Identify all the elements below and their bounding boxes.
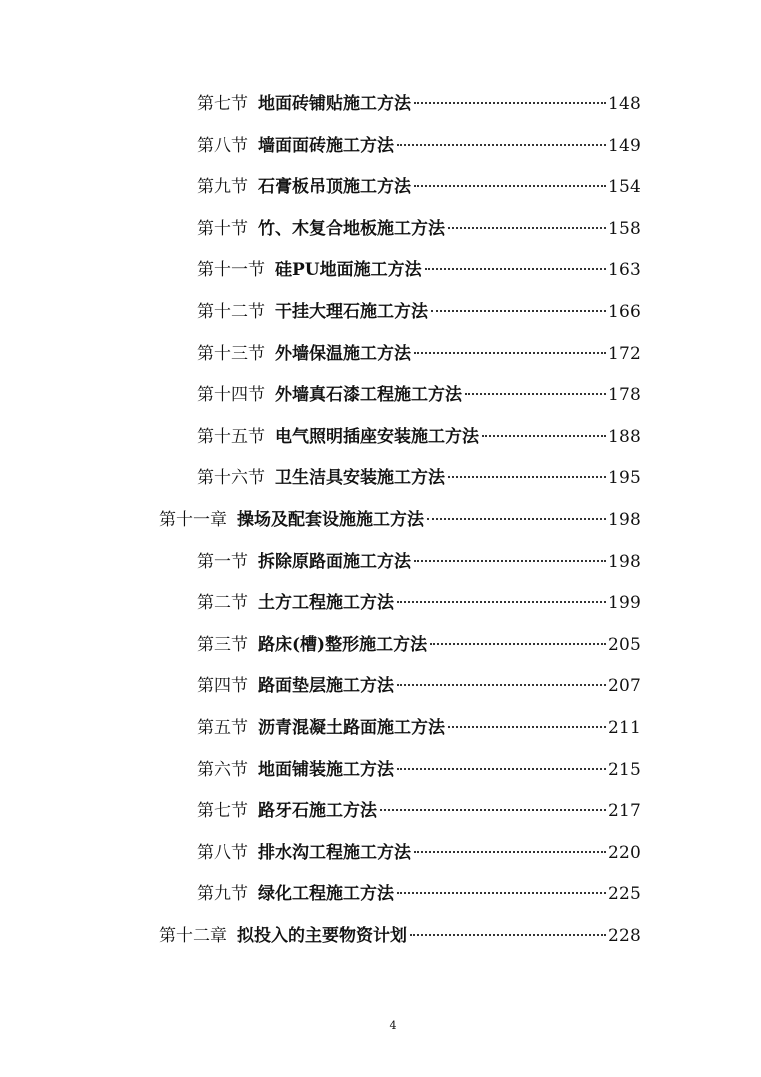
- toc-entry-number: 第十二节: [197, 302, 265, 322]
- toc-entry-number: 第七节: [197, 801, 248, 822]
- toc-entry-number: 第十二章: [159, 926, 227, 946]
- toc-entry-number: 第八节: [197, 842, 248, 863]
- toc-entry-title: 操场及配套设施施工方法: [237, 510, 424, 530]
- toc-section-entry[interactable]: [197, 588, 641, 618]
- dot-leader: [414, 185, 606, 187]
- toc-entry-page: 211: [607, 718, 641, 738]
- toc-entry-page: 149: [607, 135, 641, 156]
- toc-entry-title: 路牙石施工方法: [258, 801, 377, 822]
- toc-entry-title: 拟投入的主要物资计划: [237, 926, 407, 946]
- dot-leader: [380, 809, 606, 811]
- toc-entry-page: 178: [607, 385, 641, 406]
- toc-section-entry[interactable]: [197, 172, 641, 202]
- dot-leader: [414, 851, 606, 853]
- dot-leader: [414, 102, 606, 104]
- toc-entry-page: 198: [607, 551, 641, 572]
- toc-section-entry[interactable]: [197, 463, 641, 493]
- toc-entry-title: 土方工程施工方法: [258, 593, 394, 614]
- toc-entry-page: 225: [607, 884, 641, 905]
- toc-entry-title: 干挂大理石施工方法: [275, 302, 428, 322]
- dot-leader: [465, 393, 606, 395]
- toc-entry-page: 228: [607, 926, 641, 946]
- toc-section-entry[interactable]: [197, 89, 641, 119]
- toc-entry-title: 沥青混凝土路面施工方法: [258, 718, 445, 738]
- toc-chapter-entry[interactable]: [159, 921, 641, 951]
- toc-entry-title: 排水沟工程施工方法: [258, 842, 411, 863]
- toc-section-entry[interactable]: [197, 131, 641, 161]
- toc-entry-page: 205: [607, 634, 641, 655]
- toc-section-entry[interactable]: [197, 214, 641, 244]
- dot-leader: [397, 684, 606, 686]
- dot-leader: [430, 643, 606, 645]
- toc-entry-page: 163: [607, 260, 641, 281]
- toc-entry-title: 拆除原路面施工方法: [258, 551, 411, 572]
- dot-leader: [448, 726, 606, 728]
- toc-entry-page: 166: [607, 302, 641, 322]
- toc-entry-number: 第四节: [197, 676, 248, 697]
- toc-entry-page: 148: [607, 94, 641, 114]
- toc-entry-page: 199: [607, 593, 641, 614]
- toc-entry-page: 195: [607, 468, 641, 489]
- toc-entry-page: 188: [607, 426, 641, 447]
- dot-leader: [414, 560, 606, 562]
- dot-leader: [482, 435, 606, 437]
- dot-leader: [397, 768, 606, 770]
- toc-entry-title: 绿化工程施工方法: [258, 884, 394, 905]
- toc-entry-number: 第五节: [197, 718, 248, 738]
- toc-entry-title: 路面垫层施工方法: [258, 676, 394, 697]
- dot-leader: [410, 934, 606, 936]
- dot-leader: [397, 601, 606, 603]
- toc-entry-number: 第十六节: [197, 468, 265, 489]
- toc-entry-number: 第十节: [197, 218, 248, 239]
- toc-entry-number: 第十四节: [197, 385, 265, 406]
- toc-section-entry[interactable]: [197, 671, 641, 701]
- toc-section-entry[interactable]: [197, 755, 641, 785]
- toc-entry-number: 第一节: [197, 551, 248, 572]
- toc-entry-page: 172: [607, 343, 641, 364]
- toc-entry-number: 第九节: [197, 884, 248, 905]
- toc-entry-number: 第九节: [197, 177, 248, 198]
- dot-leader: [427, 518, 606, 520]
- toc-entry-title: 外墙真石漆工程施工方法: [275, 385, 462, 406]
- toc-section-entry[interactable]: [197, 380, 641, 410]
- toc-chapter-entry[interactable]: [159, 505, 641, 535]
- toc-entry-title: 路床(槽)整形施工方法: [258, 634, 428, 655]
- toc-entry-page: 154: [607, 177, 641, 198]
- toc-section-entry[interactable]: [197, 838, 641, 868]
- dot-leader: [414, 352, 606, 354]
- toc-section-entry[interactable]: [197, 422, 641, 452]
- toc-entry-number: 第六节: [197, 759, 248, 780]
- toc-entry-title: 地面砖铺贴施工方法: [258, 94, 411, 114]
- toc-section-entry[interactable]: [197, 255, 641, 285]
- toc-entry-title: 卫生洁具安装施工方法: [275, 468, 445, 489]
- toc-entry-number: 第二节: [197, 593, 248, 614]
- toc-entry-number: 第七节: [197, 94, 248, 114]
- toc-entry-number: 第十三节: [197, 343, 265, 364]
- toc-section-entry[interactable]: [197, 796, 641, 826]
- toc-entry-number: 第十一节: [197, 260, 265, 281]
- dot-leader: [431, 310, 606, 312]
- toc-entry-page: 198: [607, 510, 641, 530]
- toc-entry-title: 墙面面砖施工方法: [258, 135, 394, 156]
- toc-entry-page: 215: [607, 759, 641, 780]
- toc-section-entry[interactable]: [197, 547, 641, 577]
- toc-entry-number: 第十一章: [159, 510, 227, 530]
- toc-entry-title: 电气照明插座安装施工方法: [275, 426, 479, 447]
- dot-leader: [397, 892, 606, 894]
- toc-entry-page: 158: [607, 218, 641, 239]
- toc-entry-title: 石膏板吊顶施工方法: [258, 177, 411, 198]
- toc-section-entry[interactable]: [197, 630, 641, 660]
- toc-entry-number: 第三节: [197, 634, 248, 655]
- toc-entry-title: 竹、木复合地板施工方法: [258, 218, 445, 239]
- toc-entry-title: 外墙保温施工方法: [275, 343, 411, 364]
- toc-entry-number: 第十五节: [197, 426, 265, 447]
- dot-leader: [448, 476, 606, 478]
- toc-section-entry[interactable]: [197, 879, 641, 909]
- toc-entry-page: 217: [607, 801, 641, 822]
- dot-leader: [448, 227, 606, 229]
- dot-leader: [397, 144, 606, 146]
- page-number: 4: [389, 1019, 397, 1032]
- dot-leader: [425, 268, 606, 270]
- toc-section-entry[interactable]: [197, 713, 641, 743]
- toc-entry-title: 地面铺装施工方法: [258, 759, 394, 780]
- toc-entry-page: 220: [607, 842, 641, 863]
- toc-entry-title: 硅PU地面施工方法: [275, 260, 422, 281]
- toc-entry-page: 207: [607, 676, 641, 697]
- toc-section-entry[interactable]: [197, 339, 641, 369]
- toc-entry-number: 第八节: [197, 135, 248, 156]
- toc-section-entry[interactable]: [197, 297, 641, 327]
